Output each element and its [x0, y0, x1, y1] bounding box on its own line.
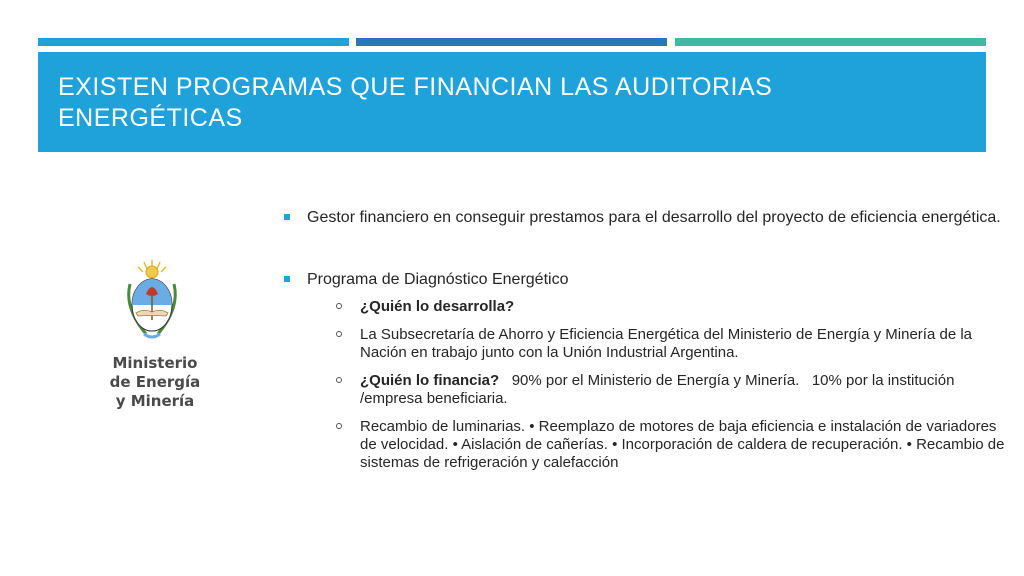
- circle-bullet-icon: [336, 331, 342, 337]
- circle-bullet-icon: [336, 303, 342, 309]
- sub-list: [307, 298, 1010, 472]
- sub-list-item: Recambio de luminarias. • Reemplazo de motores de baja eficiencia e instalación de variadores de velocidad. • Aislación de cañerías. • Incorporación de caldera de recuperación. • Recambio de sistemas de refrigeración y calefacción: [307, 418, 1010, 472]
- list-item: Programa de Diagnóstico Energético ¿Quién lo desarrolla? La Subsecretaría de Ahorro y Eficiencia Energética del Ministerio de Energía y Minería de la Nación en trabajo junto con la Unión Industrial Argentina. ¿Quién lo financia? 90% por el Ministerio de Energía y Minería. 10% por la institución /empresa beneficiaria. Recambio de luminarias. • Reemplazo de motores de baja eficiencia e instalación de variadores de velocidad. • Aislación de cañerías. • Incorporación de caldera de recuperación. • Recambio de sistemas de refrigeración y calefacción: [280, 270, 1010, 472]
- coat-of-arms-icon: [122, 258, 182, 342]
- sub-list-item: La Subsecretaría de Ahorro y Eficiencia Energética del Ministerio de Energía y Minería de la Nación en trabajo junto con la Unión Industrial Argentina.: [307, 326, 1010, 362]
- accent-bar-2: [356, 38, 667, 46]
- ministry-logo: [100, 258, 220, 418]
- circle-bullet-icon: [336, 423, 342, 429]
- title-banner: [38, 52, 986, 152]
- accent-bar-3: [675, 38, 986, 46]
- content-list: [280, 208, 1010, 482]
- sub-list-item: ¿Quién lo financia? 90% por el Ministerio de Energía y Minería. 10% por la institución /empresa beneficiaria.: [307, 372, 1010, 408]
- accent-bar-1: [38, 38, 349, 46]
- slide-title: EXISTEN PROGRAMAS QUE FINANCIAN LAS AUDITORIAS ENERGÉTICAS: [58, 73, 773, 132]
- square-bullet-icon: [284, 276, 290, 282]
- sub-list-item: ¿Quién lo desarrolla?: [307, 298, 1010, 316]
- ministry-name: Ministerio de Energía y Minería: [109, 354, 201, 410]
- circle-bullet-icon: [336, 377, 342, 383]
- square-bullet-icon: [284, 214, 290, 220]
- list-item: Gestor financiero en conseguir prestamos para el desarrollo del proyecto de eficiencia energética.: [280, 208, 1010, 227]
